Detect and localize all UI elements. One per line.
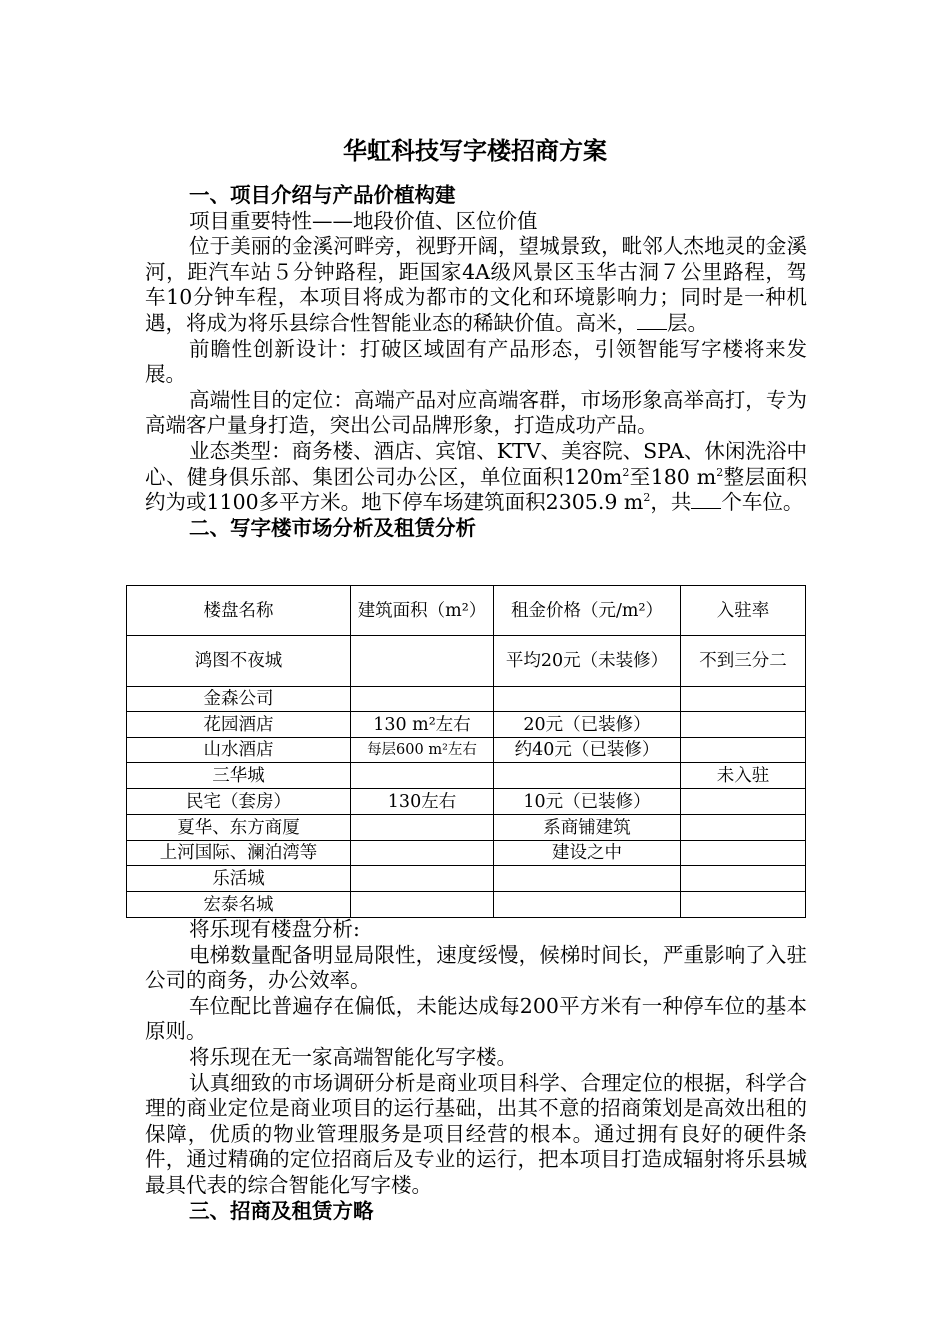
section-1-paragraph-2 xyxy=(145,234,807,336)
table-cell: 乐活城 xyxy=(127,866,351,892)
table-cell xyxy=(494,687,681,712)
fill-in-blank xyxy=(637,311,667,330)
table-cell xyxy=(351,687,494,712)
table-cell xyxy=(681,789,806,815)
table-header-cell: 租金价格（元/m²） xyxy=(494,586,681,636)
paragraph-5-part-c: 整层面积约为或1100多平方米。地下停车场建筑面积2305.9 m xyxy=(145,464,807,515)
superscript: 2 xyxy=(643,491,651,505)
table-cell: 每层600 m²左右 xyxy=(351,738,494,763)
document-title: 华虹科技写字楼招商方案 xyxy=(343,136,607,165)
section-1-paragraph-1: 项目重要特性——地段价值、区位价值 xyxy=(189,208,538,233)
section-1-paragraph-5 xyxy=(145,439,807,516)
table-cell xyxy=(494,866,681,892)
table-cell: 130左右 xyxy=(351,789,494,815)
table-cell xyxy=(681,892,806,918)
table-row xyxy=(127,763,806,789)
table-cell: 宏泰名城 xyxy=(127,892,351,918)
table-header-cell: 建筑面积（m²） xyxy=(351,586,494,636)
table-cell xyxy=(351,892,494,918)
table-cell: 民宅（套房） xyxy=(127,789,351,815)
table-cell xyxy=(681,815,806,841)
table-row xyxy=(127,687,806,712)
section-2-paragraph-1: 将乐现有楼盘分析: xyxy=(189,917,360,941)
table-cell xyxy=(351,636,494,687)
section-1 xyxy=(145,183,807,541)
table-cell xyxy=(681,866,806,892)
section-2-paragraph-5: 认真细致的市场调研分析是商业项目科学、合理定位的根据，科学合理的商业定位是商业项目的运行基础，出其不意的招商策划是高效出租的保障，优质的物业管理服务是项目经营的根本。通过拥有良好的硬件条件，通过精确的定位招商后及专业的运行，把本项目打造成辐射将乐县城最具代表的综合智能化写字楼。 xyxy=(145,1070,807,1197)
section-1-paragraph-4: 高端性目的定位：高端产品对应高端客群，市场形象高举高打，专为高端客户量身打造，突出公司品牌形象，打造成功产品。 xyxy=(145,387,807,438)
table-cell: 山水酒店 xyxy=(127,738,351,763)
section-2-heading: 二、写字楼市场分析及租赁分析 xyxy=(189,515,476,540)
table-row xyxy=(127,712,806,738)
table-row xyxy=(127,841,806,866)
table-cell: 夏华、东方商厦 xyxy=(127,815,351,841)
table-cell: 鸿图不夜城 xyxy=(127,636,351,687)
paragraph-5-part-e: 个车位。 xyxy=(721,490,804,515)
table-header-cell: 入驻率 xyxy=(681,586,806,636)
table-row xyxy=(127,789,806,815)
table-cell: 平均20元（未装修） xyxy=(494,636,681,687)
table-cell: 花园酒店 xyxy=(127,712,351,738)
table-cell xyxy=(681,841,806,866)
fill-in-blank xyxy=(691,490,721,509)
market-analysis-table xyxy=(126,585,806,918)
section-2-paragraph-4: 将乐现在无一家高端智能化写字楼。 xyxy=(189,1044,517,1069)
table-header-row xyxy=(127,586,806,636)
table-cell xyxy=(351,815,494,841)
table-header-cell: 楼盘名称 xyxy=(127,586,351,636)
table-cell: 金森公司 xyxy=(127,687,351,712)
table-cell: 约40元（已装修） xyxy=(494,738,681,763)
table-cell xyxy=(681,687,806,712)
table-cell: 三华城 xyxy=(127,763,351,789)
table-cell: 上河国际、澜泊湾等 xyxy=(127,841,351,866)
section-2-analysis xyxy=(145,917,807,1224)
section-1-heading: 一、项目介绍与产品价植构建 xyxy=(189,183,456,207)
section-3-heading: 三、招商及租赁方略 xyxy=(189,1198,374,1223)
table-cell xyxy=(351,866,494,892)
table-cell xyxy=(681,712,806,738)
table-cell xyxy=(494,763,681,789)
table-cell xyxy=(351,763,494,789)
superscript: 2 xyxy=(716,465,724,479)
table-cell xyxy=(681,738,806,763)
section-2-paragraph-2: 电梯数量配备明显局限性，速度绥慢，候梯时间长，严重影响了入驻公司的商务，办公效率。 xyxy=(145,942,807,993)
table-row xyxy=(127,815,806,841)
table-row xyxy=(127,866,806,892)
table-row xyxy=(127,636,806,687)
table-cell: 130 m²左右 xyxy=(351,712,494,738)
table-row xyxy=(127,738,806,763)
table-cell: 10元（已装修） xyxy=(494,789,681,815)
superscript: 2 xyxy=(622,465,630,479)
section-1-paragraph-3: 前瞻性创新设计：打破区域固有产品形态，引领智能写字楼将来发展。 xyxy=(145,336,807,387)
table-cell: 系商铺建筑 xyxy=(494,815,681,841)
table-cell: 建设之中 xyxy=(494,841,681,866)
table-cell: 未入驻 xyxy=(681,763,806,789)
table-cell: 不到三分二 xyxy=(681,636,806,687)
paragraph-5-part-a: 业态类型：商务楼、酒店、宾馆、KTV、美容院、SPA、休闲洗浴中心、健身俱乐部、集团公司办公区，单位面积120m xyxy=(145,438,807,489)
section-2-paragraph-3: 车位配比普遍存在偏低，未能达成每200平方米有一种停车位的基本原则。 xyxy=(145,993,807,1044)
paragraph-2-end: 层。 xyxy=(667,310,708,335)
table-row xyxy=(127,892,806,918)
table-cell xyxy=(351,841,494,866)
table-cell: 20元（已装修） xyxy=(494,712,681,738)
paragraph-5-part-b: 至180 m xyxy=(629,464,717,489)
paragraph-2-text: 位于美丽的金溪河畔旁，视野开阔，望城景致，毗邻人杰地灵的金溪河，距汽车站５分钟路程，距国家4A级风景区玉华古洞７公里路程，驾车10分钟车程，本项目将成为都市的文化和环境影响力；同时是一种机遇，将成为将乐县综合性智能业态的稀缺价值。高米， xyxy=(145,234,807,335)
paragraph-5-part-d: ，共 xyxy=(650,490,692,515)
table-cell xyxy=(494,892,681,918)
